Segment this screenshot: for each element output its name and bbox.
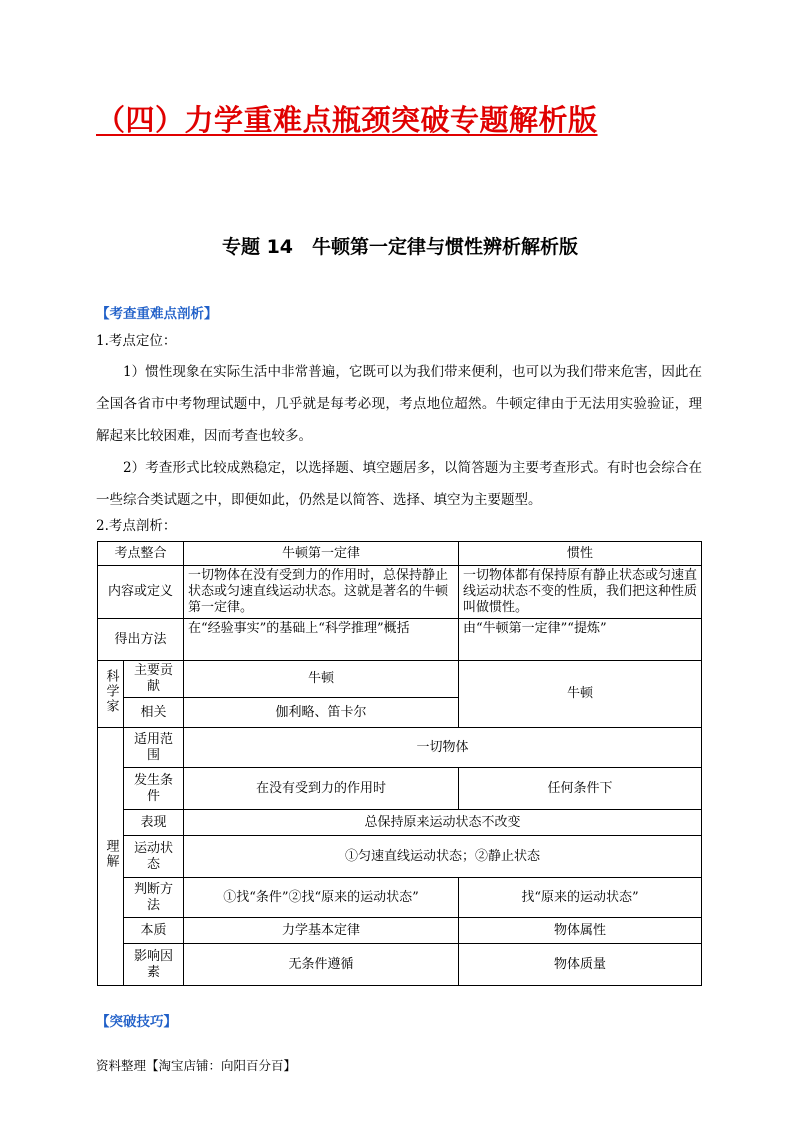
page-title: 专题 14 牛顿第一定律与惯性辨析解析版 bbox=[221, 236, 579, 258]
row-inertia-cell: 物体质量 bbox=[459, 944, 702, 986]
row-label: 本质 bbox=[124, 918, 184, 944]
row-merged-cell: ①匀速直线运动状态；②静止状态 bbox=[184, 836, 702, 878]
table-row bbox=[98, 661, 702, 698]
row-law-cell: 伽利略、笛卡尔 bbox=[184, 698, 459, 728]
table-row bbox=[98, 728, 702, 768]
row-inertia-cell: 由“牛顿第一定律”“提炼” bbox=[459, 619, 702, 661]
header-item: 考点整合 bbox=[98, 542, 184, 566]
row-law-cell: 在没有受到力的作用时 bbox=[184, 768, 459, 810]
row-label: 表现 bbox=[124, 810, 184, 836]
group-label-text: 科学家 bbox=[103, 668, 119, 714]
point-2-label: 2.考点剖析： bbox=[96, 518, 177, 534]
row-label: 运动状态 bbox=[124, 836, 184, 878]
table-row bbox=[98, 836, 702, 878]
row-law-cell: 一切物体在没有受到力的作用时，总保持静止状态或匀速直线运动状态。这就是著名的牛顿第一定律。 bbox=[184, 566, 459, 619]
row-inertia-cell: 一切物体都有保持原有静止状态或匀速直线运动状态不变的性质，我们把这种性质叫做惯性。 bbox=[459, 566, 702, 619]
row-inertia-cell: 物体属性 bbox=[459, 918, 702, 944]
row-inertia-cell: 找“原来的运动状态” bbox=[459, 878, 702, 918]
row-label: 影响因素 bbox=[124, 944, 184, 986]
table-row bbox=[98, 878, 702, 918]
group-label-understanding bbox=[98, 728, 124, 986]
row-inertia-cell: 牛顿 bbox=[459, 661, 702, 728]
group-label-scientist bbox=[98, 661, 124, 728]
row-law-cell: 在“经验事实”的基础上“科学推理”概括 bbox=[184, 619, 459, 661]
header-newton-law: 牛顿第一定律 bbox=[184, 542, 459, 566]
table-row bbox=[98, 918, 702, 944]
row-inertia-cell: 任何条件下 bbox=[459, 768, 702, 810]
section-heading-tips: 【突破技巧】 bbox=[96, 1014, 177, 1030]
row-law-cell: 力学基本定律 bbox=[184, 918, 459, 944]
table-row bbox=[98, 619, 702, 661]
row-law-cell: ①找“条件”②找“原来的运动状态” bbox=[184, 878, 459, 918]
row-law-cell: 无条件遵循 bbox=[184, 944, 459, 986]
section-heading-analysis: 【考查重难点剖析】 bbox=[96, 306, 218, 322]
series-banner-title: （四）力学重难点瓶颈突破专题解析版 bbox=[96, 103, 598, 137]
row-label: 适用范围 bbox=[124, 728, 184, 768]
row-law-cell: 牛顿 bbox=[184, 661, 459, 698]
table-row bbox=[98, 944, 702, 986]
row-label: 判断方法 bbox=[124, 878, 184, 918]
footer-note: 资料整理【淘宝店铺：向阳百分百】 bbox=[96, 1058, 297, 1073]
row-label: 得出方法 bbox=[98, 619, 184, 661]
paragraph-1: 1）惯性现象在实际生活中非常普遍，它既可以为我们带来便利，也可以为我们带来危害，因此在全国各省市中考物理试题中，几乎就是每考必现，考点地位超然。牛顿定律由于无法用实验验证，理解起来比较困难，因而考查也较多。 bbox=[96, 364, 702, 444]
table-row bbox=[98, 566, 702, 619]
row-merged-cell: 一切物体 bbox=[184, 728, 702, 768]
table-row bbox=[98, 768, 702, 810]
row-label: 相关 bbox=[124, 698, 184, 728]
group-label-text: 理解 bbox=[103, 838, 119, 869]
table-row bbox=[98, 810, 702, 836]
row-label: 内容或定义 bbox=[98, 566, 184, 619]
row-merged-cell: 总保持原来运动状态不改变 bbox=[184, 810, 702, 836]
row-label: 主要贡献 bbox=[124, 661, 184, 698]
point-1-label: 1.考点定位： bbox=[96, 333, 177, 349]
table-header-row bbox=[98, 542, 702, 566]
paragraph-2: 2）考查形式比较成熟稳定，以选择题、填空题居多，以简答题为主要考查形式。有时也会综合在一些综合类试题之中，即便如此，仍然是以简答、选择、填空为主要题型。 bbox=[96, 460, 702, 508]
header-inertia: 惯性 bbox=[459, 542, 702, 566]
comparison-table bbox=[97, 541, 702, 986]
row-label: 发生条件 bbox=[124, 768, 184, 810]
